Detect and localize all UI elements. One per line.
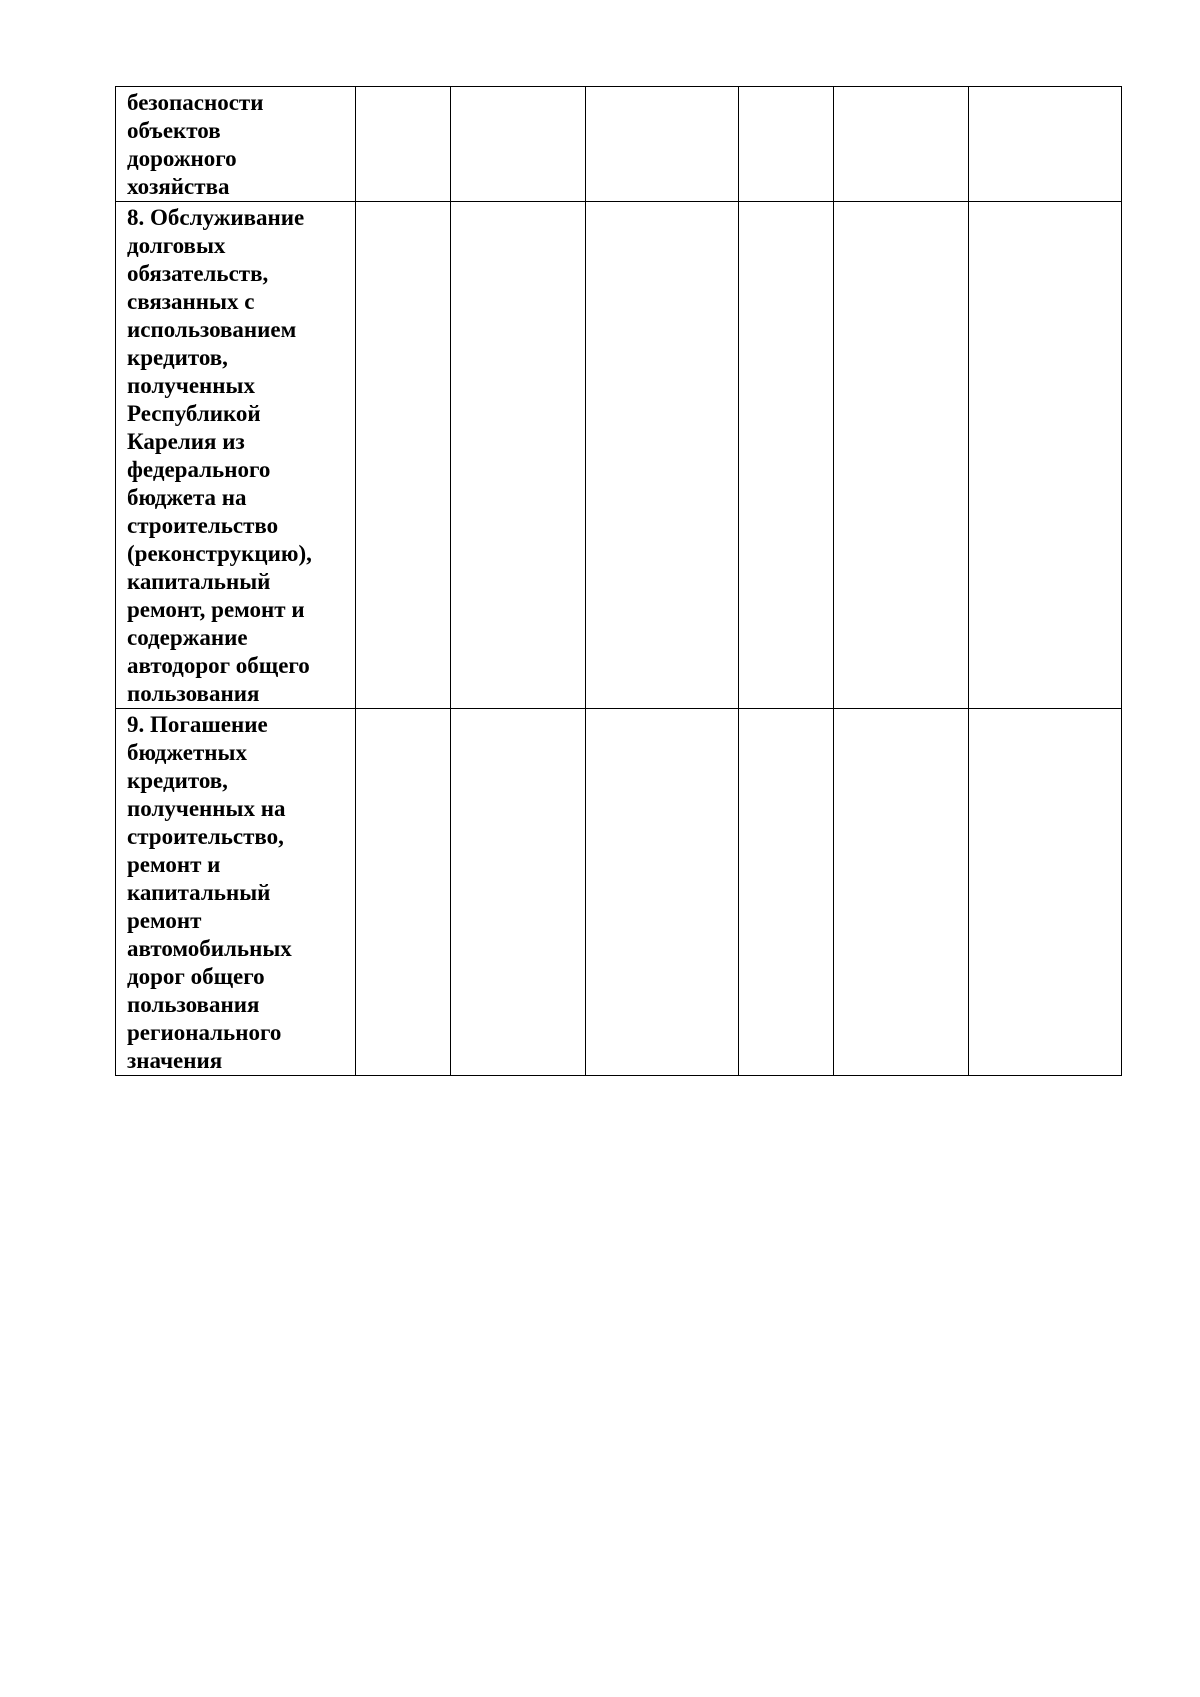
table-cell <box>834 709 969 1076</box>
table-cell <box>451 709 586 1076</box>
table-cell <box>586 202 739 709</box>
row-label: 8. Обслуживание долговых обязательств, связанных с использованием кредитов, полученных Республикой Карелия из федерального бюджета на строительство (реконструкцию), капитальный ремонт, ремонт и содержание автодорог общего пользования <box>127 205 312 706</box>
table-cell <box>739 202 834 709</box>
table-cell <box>451 87 586 202</box>
budget-table <box>115 86 1122 1076</box>
table-cell <box>969 87 1122 202</box>
table-cell <box>739 709 834 1076</box>
table-row <box>116 87 1122 202</box>
table-row <box>116 709 1122 1076</box>
table-cell <box>451 202 586 709</box>
table-cell <box>356 202 451 709</box>
row-label-cell <box>116 709 356 1076</box>
table-cell <box>586 709 739 1076</box>
table-cell <box>586 87 739 202</box>
table-cell <box>969 709 1122 1076</box>
table-cell <box>969 202 1122 709</box>
table-cell <box>739 87 834 202</box>
row-label: 9. Погашение бюджетных кредитов, полученных на строительство, ремонт и капитальный ремонт автомобильных дорог общего пользования регионального значения <box>127 712 292 1073</box>
table-cell <box>356 709 451 1076</box>
row-label: безопасности объектов дорожного хозяйства <box>127 90 264 199</box>
row-label-cell <box>116 87 356 202</box>
table-cell <box>834 87 969 202</box>
row-label-cell <box>116 202 356 709</box>
table-cell <box>356 87 451 202</box>
table-cell <box>834 202 969 709</box>
table-row <box>116 202 1122 709</box>
